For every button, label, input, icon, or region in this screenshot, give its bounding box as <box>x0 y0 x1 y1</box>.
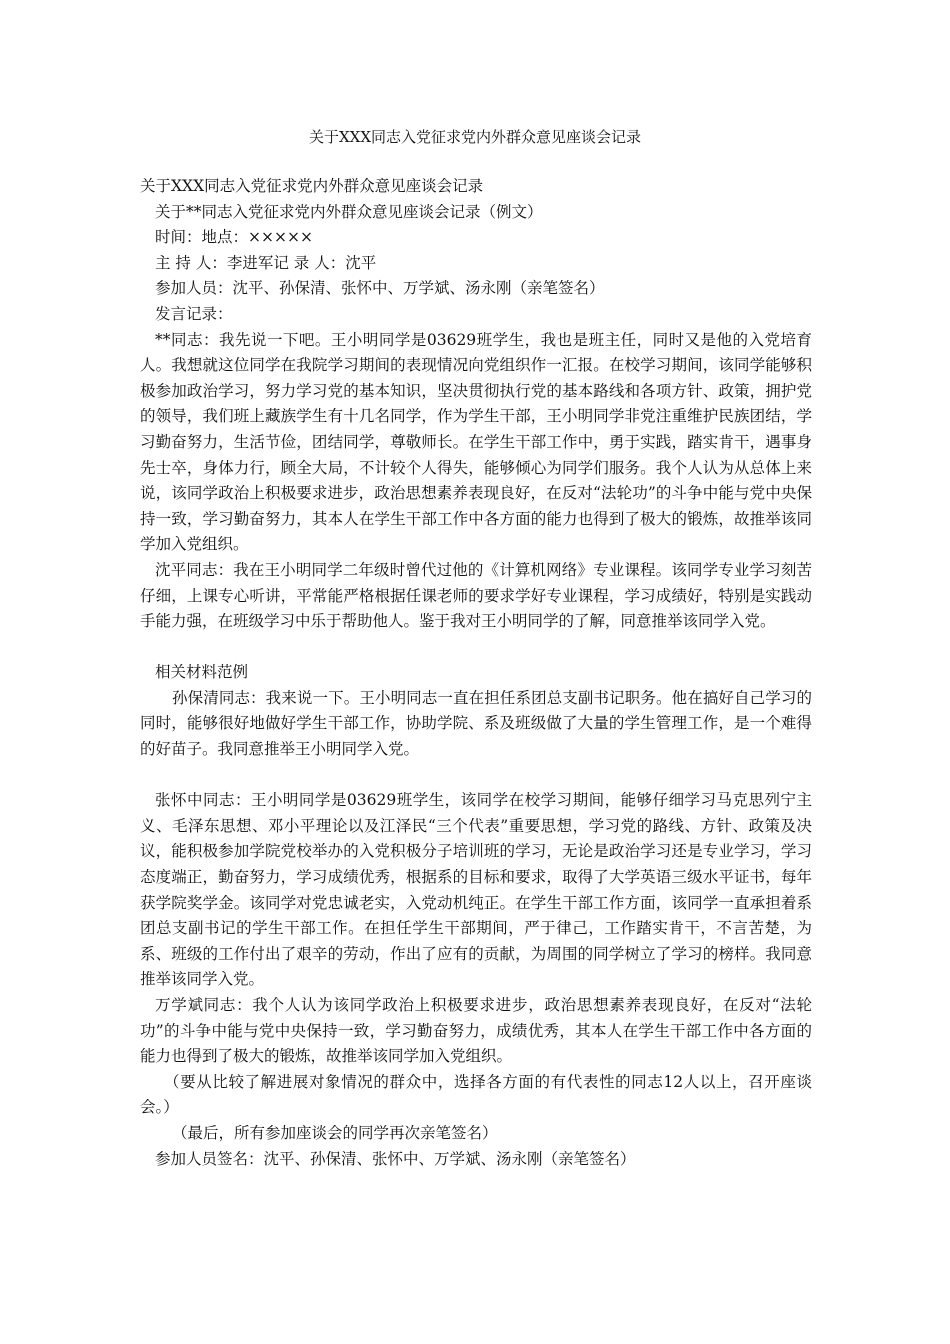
blank-line <box>140 635 812 661</box>
related-materials-label: 相关材料范例 <box>155 663 249 682</box>
host-recorder-line: 主 持 人：李进军记 录 人：沈平 <box>155 253 377 272</box>
speech-paragraph: 张怀中同志：王小明同学是03629班学生，该同学在校学习期间，能够仔细学习马克思列宁主义、毛泽东思想、邓小平理论以及江泽民“三个代表”重要思想，学习党的路线、方针、政策及决议，能积极参加学院党校举办的入党积极分子培训班的学习，无论是政治学习还是专业学习，学习态度端正，勤奋努力，学习成绩优秀，根据系的目标和要求，取得了大学英语三级水平证书，每年获学院奖学金。该同学对党忠诚老实，入党动机纯正。在学生干部工作方面，该同学一直承担着系团总支副书记的学生干部工作。在担任学生干部期间，严于律己，工作踏实肯干，不言苦楚，为系、班级的工作付出了艰辛的劳动，作出了应有的贡献，为周围的同学树立了学习的榜样。我同意推举该同学入党。 <box>140 791 812 989</box>
document-body <box>140 174 812 1172</box>
speech-paragraph: 万学斌同志：我个人认为该同学政治上积极要求进步，政治思想素养表现良好，在反对“法轮功”的斗争中能与党中央保持一致，学习勤奋努力，成绩优秀，其本人在学生干部工作中各方面的能力也得到了极大的锻炼，故推举该同学加入党组织。 <box>140 996 812 1066</box>
blank-line <box>140 763 812 789</box>
note-paragraph: （要从比较了解进展对象情况的群众中，选择各方面的有代表性的同志12人以上，召开座谈会。） <box>140 1072 812 1117</box>
note-paragraph: （最后，所有参加座谈会的同学再次亲笔签名） <box>172 1123 498 1142</box>
heading-repeat: 关于XXX同志入党征求党内外群众意见座谈会记录 <box>140 177 484 195</box>
document-title: 关于XXX同志入党征求党内外群众意见座谈会记录 <box>308 128 642 146</box>
speech-paragraph: 沈平同志：我在王小明同学二年级时曾代过他的《计算机网络》专业课程。该同学专业学习刻苦仔细，上课专心听讲，平常能严格根据任课老师的要求学好专业课程，学习成绩好，特别是实践动手能力强，在班级学习中乐于帮助他人。鉴于我对王小明同学的了解，同意推举该同学入党。 <box>140 560 812 631</box>
speech-paragraph: 孙保清同志：我来说一下。王小明同志一直在担任系团总支副书记职务。他在搞好自己学习的同时，能够很好地做好学生干部工作，协助学院、系及班级做了大量的学生管理工作，是一个难得的好苗子。我同意推举王小明同学入党。 <box>140 688 812 759</box>
participants-line: 参加人员：沈平、孙保清、张怀中、万学斌、汤永刚（亲笔签名） <box>155 279 605 298</box>
example-heading: 关于**同志入党征求党内外群众意见座谈会记录（例文） <box>155 202 543 221</box>
speech-paragraph: **同志：我先说一下吧。王小明同学是03629班学生，我也是班主任，同时又是他的入党培育人。我想就这位同学在我院学习期间的表现情况向党组织作一汇报。在校学习期间，该同学能够积极参加政治学习，努力学习党的基本知识，坚决贯彻执行党的基本路线和各项方针、政策，拥护党的领导，我们班上藏族学生有十几名同学，作为学生干部，王小明同学非党注重维护民族团结，学习勤奋努力，生活节俭，团结同学，尊敬师长。在学生干部工作中，勇于实践，踏实肯干，遇事身先士卒，身体力行，顾全大局，不计较个人得失，能够倾心为同学们服务。我个人认为从总体上来说，该同学政治上积极要求进步，政治思想素养表现良好，在反对“法轮功”的斗争中能与党中央保持一致，学习勤奋努力，其本人在学生干部工作中各方面的能力也得到了极大的锻炼，故推举该同学加入党组织。 <box>140 330 812 554</box>
speech-record-label: 发言记录： <box>155 304 233 323</box>
signature-line: 参加人员签名：沈平、孙保清、张怀中、万学斌、汤永刚（亲笔签名） <box>155 1149 636 1168</box>
time-location-line: 时间：地点：××××× <box>155 228 313 247</box>
